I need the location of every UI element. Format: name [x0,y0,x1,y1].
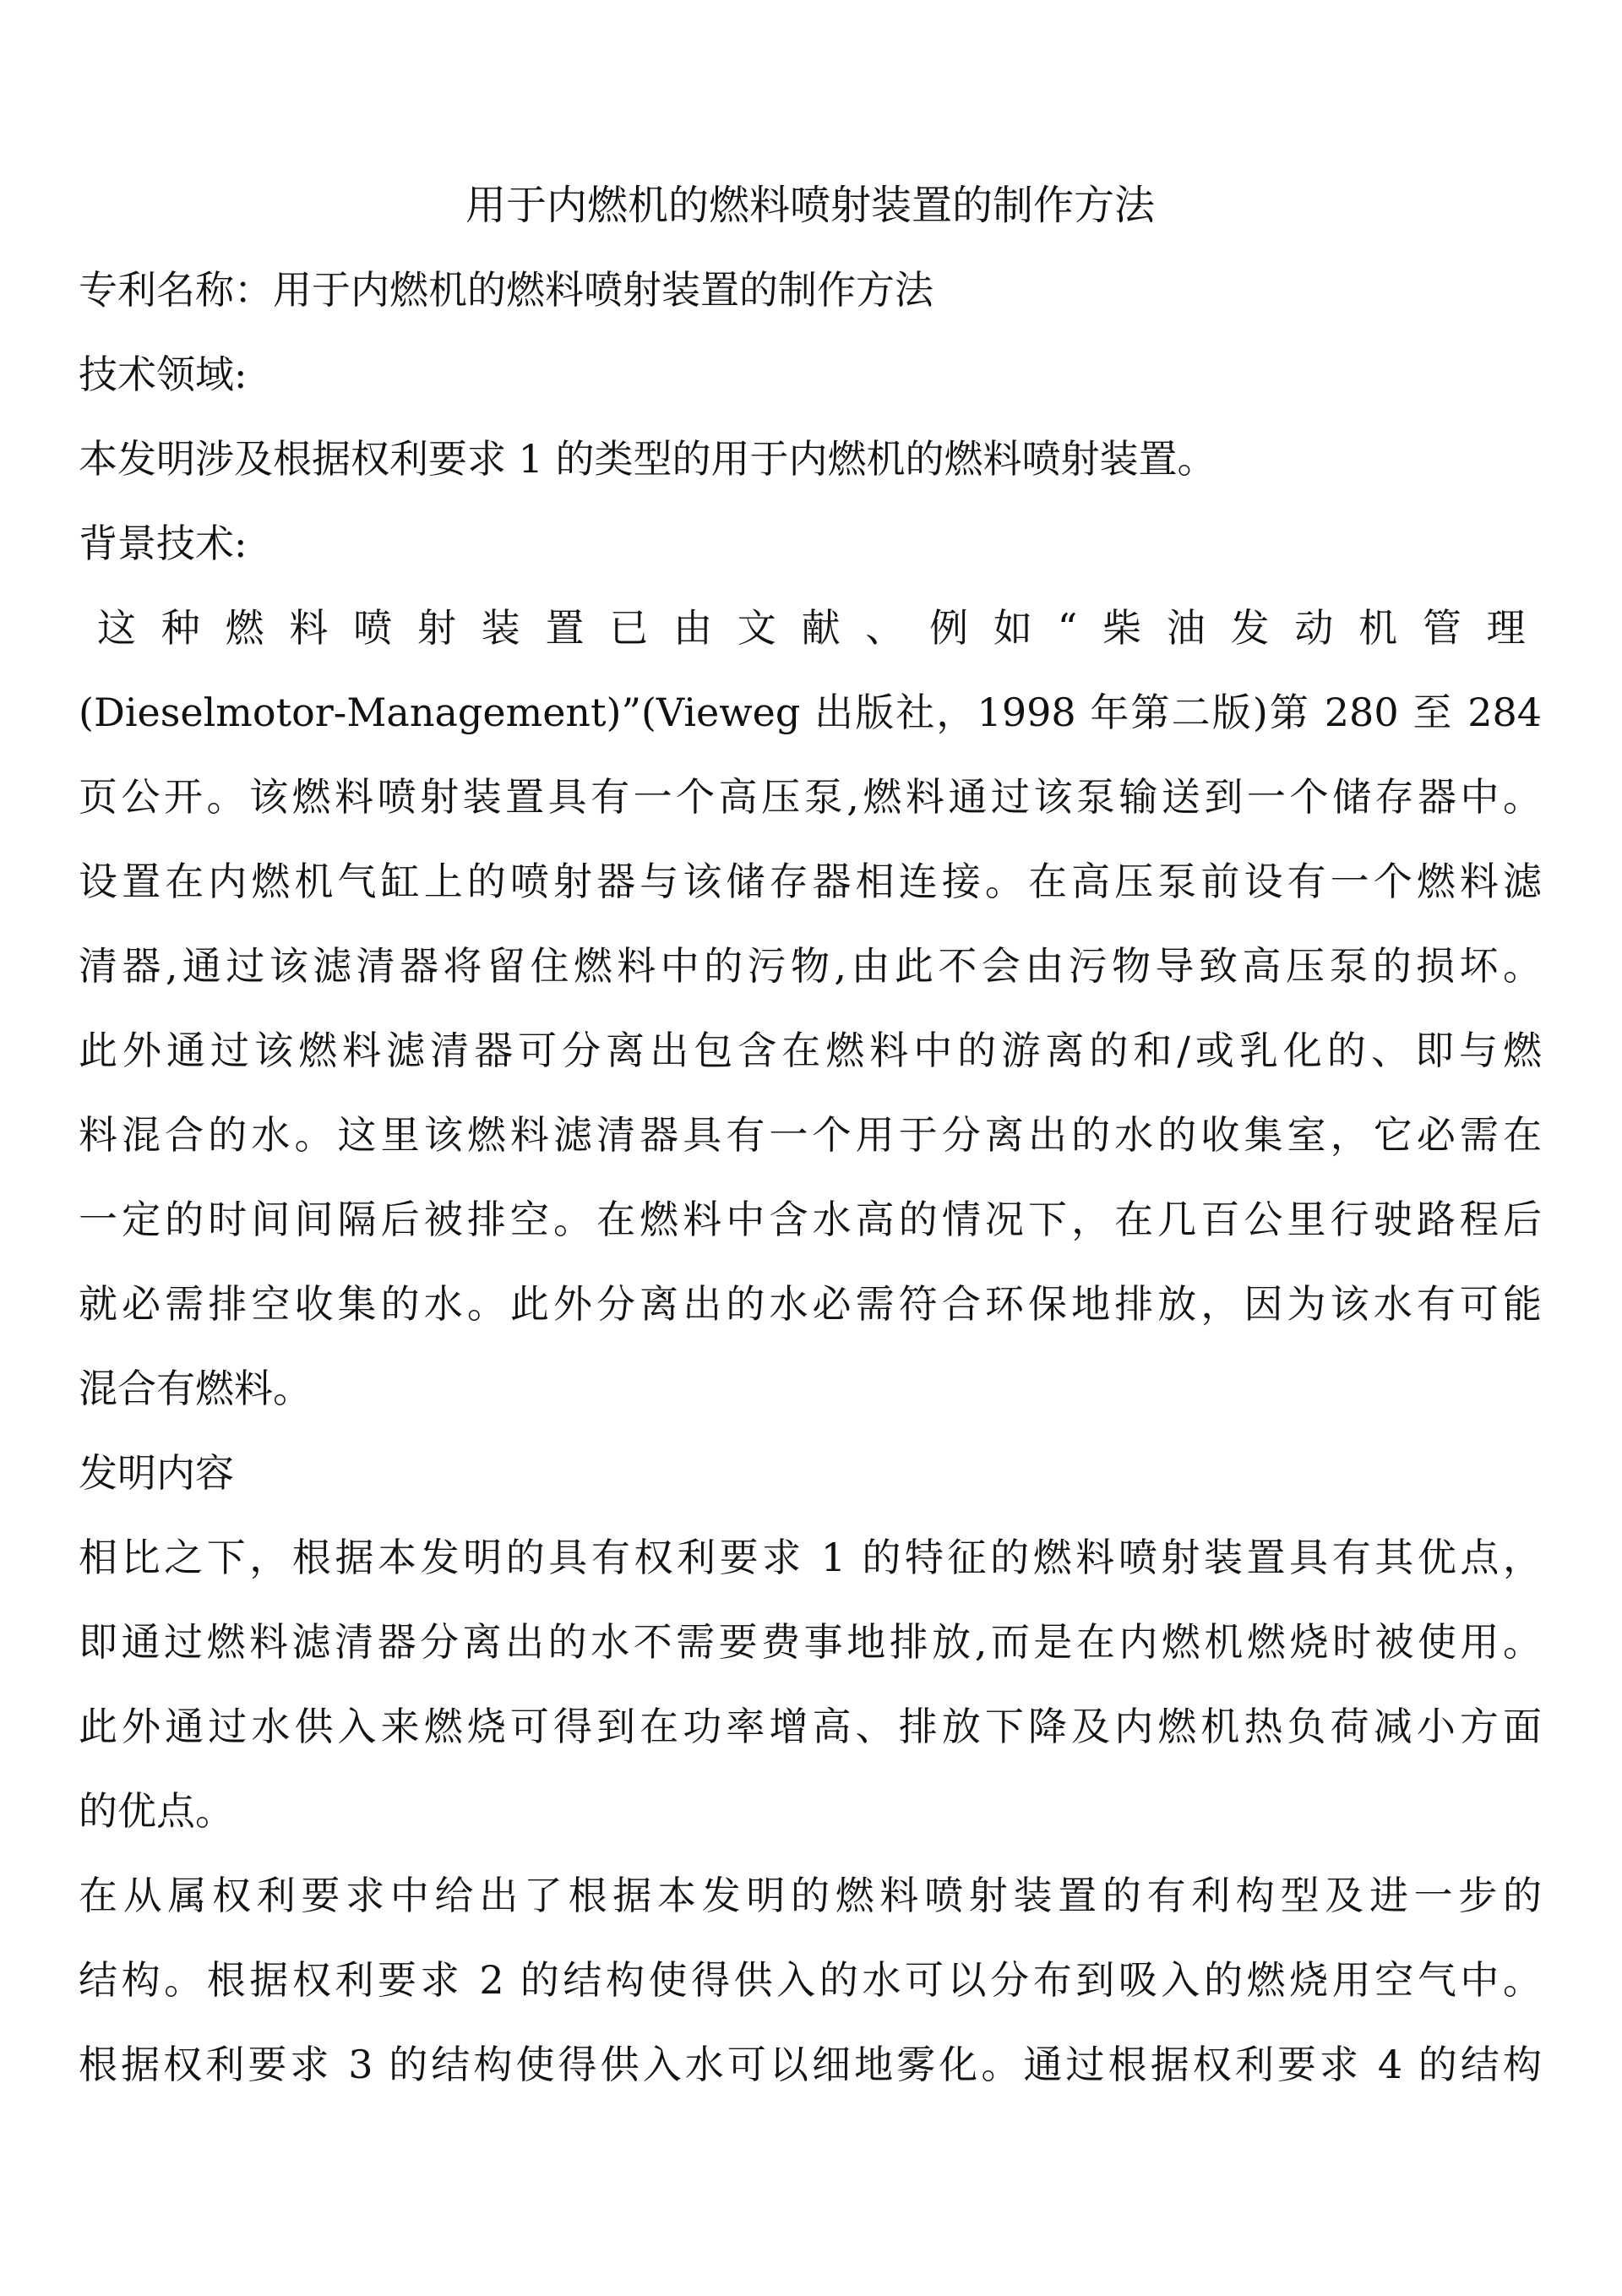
document-title: 用于内燃机的燃料喷射装置的制作方法 [465,182,1155,229]
claims-line: 根据权利要求 3 的结构使得供入水可以细地雾化。通过根据权利要求 4 的结构 [79,2042,1542,2087]
invention-line: 相比之下，根据本发明的具有权利要求 1 的特征的燃料喷射装置具有其优点， [79,1535,1542,1580]
background-line: 混合有燃料。 [79,1366,312,1411]
background-line: 设置在内燃机气缸上的喷射器与该储存器相连接。在高压泵前设有一个燃料滤 [79,859,1542,904]
field-text: 本发明涉及根据权利要求 1 的类型的用于内燃机的燃料喷射装置。 [79,436,1216,482]
background-heading: 背景技术: [79,521,248,566]
claims-line: 结构。根据权利要求 2 的结构使得供入的水可以分布到吸入的燃烧用空气中。 [79,1957,1542,2003]
invention-line: 的优点。 [79,1788,234,1834]
background-line: 这种燃料喷射装置已由文献、例如“柴油发动机管理 [97,605,1542,651]
invention-line: 此外通过水供入来燃烧可得到在功率增高、排放下降及内燃机热负荷减小方面 [79,1704,1542,1749]
background-line: (Dieselmotor-Management)”(Vieweg 出版社，1998 年第二版)第 280 至 284 [79,690,1542,735]
background-line: 页公开。该燃料喷射装置具有一个高压泵,燃料通过该泵输送到一个储存器中。 [79,774,1542,820]
patent-name-line: 专利名称：用于内燃机的燃料喷射装置的制作方法 [79,267,933,313]
field-heading: 技术领域: [79,352,248,397]
invention-line: 即通过燃料滤清器分离出的水不需要费事地排放,而是在内燃机燃烧时被使用。 [79,1619,1542,1665]
background-line: 清器,通过该滤清器将留住燃料中的污物,由此不会由污物导致高压泵的损坏。 [79,943,1542,989]
claims-line: 在从属权利要求中给出了根据本发明的燃料喷射装置的有利构型及进一步的 [79,1873,1542,1918]
background-line: 料混合的水。这里该燃料滤清器具有一个用于分离出的水的收集室，它必需在 [79,1112,1542,1158]
document-body [79,163,1542,2107]
background-paragraph [79,586,1542,1431]
claims-paragraph [79,1853,1542,2107]
background-line: 此外通过该燃料滤清器可分离出包含在燃料中的游离的和/或乳化的、即与燃 [79,1028,1542,1073]
background-line: 一定的时间间隔后被排空。在燃料中含水高的情况下，在几百公里行驶路程后 [79,1197,1542,1242]
invention-heading: 发明内容 [79,1450,234,1496]
invention-paragraph [79,1515,1542,1853]
background-line: 就必需排空收集的水。此外分离出的水必需符合环保地排放，因为该水有可能 [79,1281,1542,1327]
